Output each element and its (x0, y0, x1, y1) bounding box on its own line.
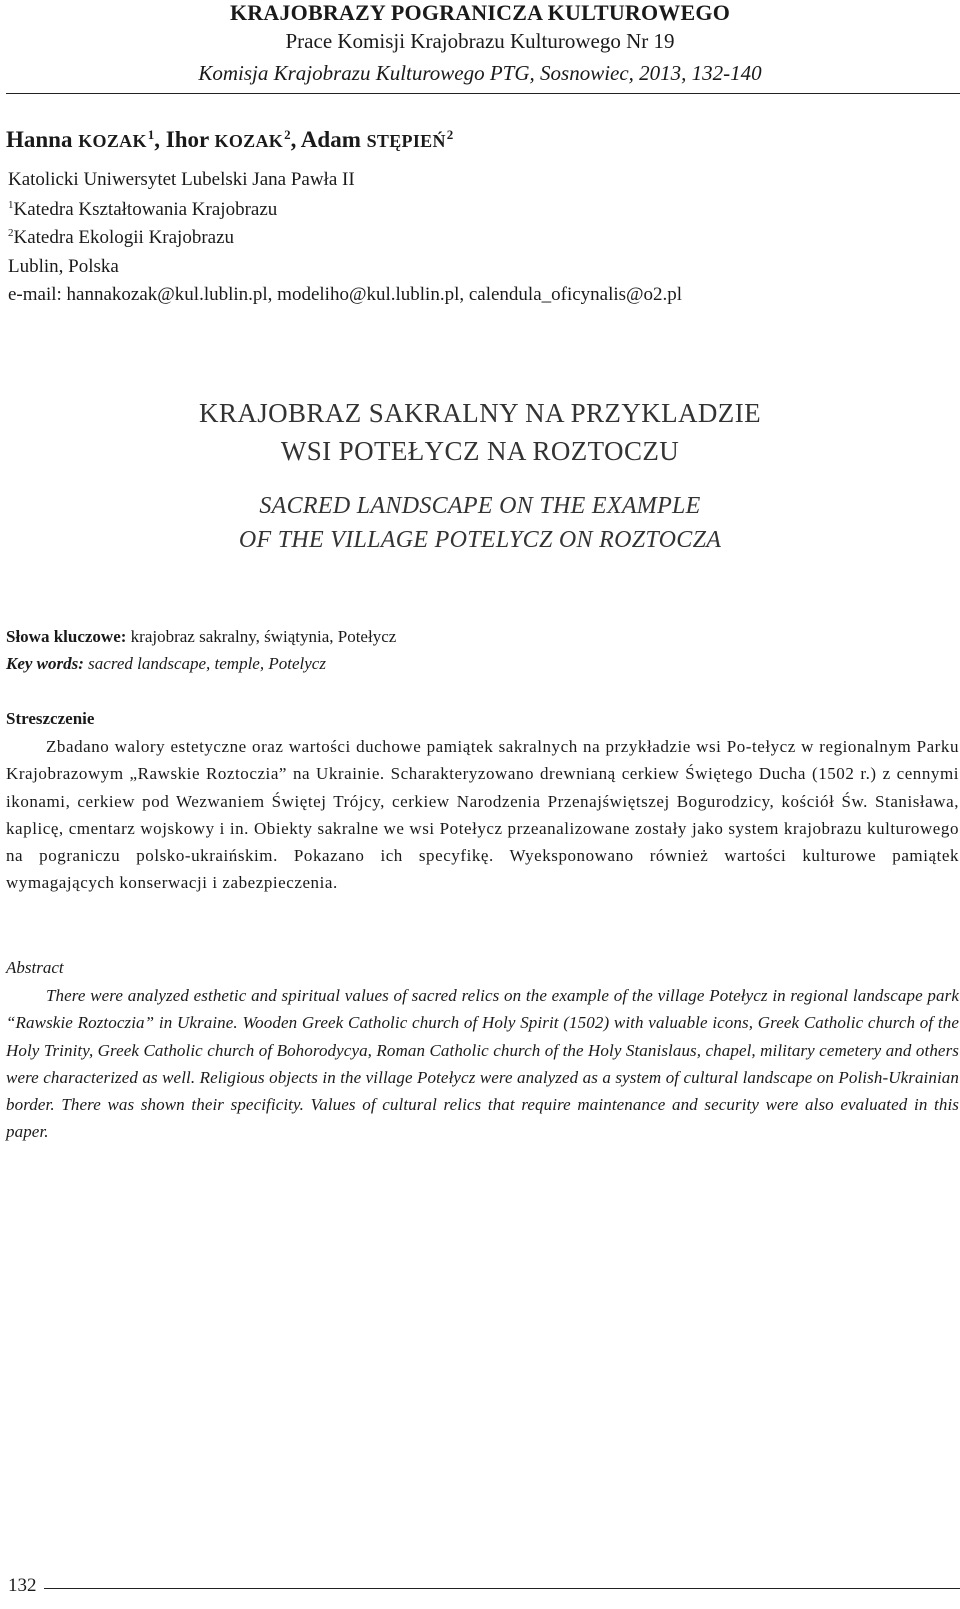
streszczenie-text: Zbadano walory estetyczne oraz wartości duchowe pamiątek sakralnych na przykładzie wsi Po-tełycz w regionalnym Parku Krajobrazowym „Rawskie Roztoczia” na Ukrainie. Scharakteryzowano drewnianą cerkiew Świętego Ducha (1502 r.) z cennymi ikonami, cerkiew pod Wezwaniem Świętej Trójcy, cerkiew Narodzenia Przenajświętszej Bogurodzicy, kościół Św. Stanisława, kaplicę, cmentarz wojskowy i in. Obiekty sakralne we wsi Potełycz przeanalizowane zostały jako system krajobrazu kulturowego na pograniczu polsko-ukraińskim. Pokazano ich specyfikę. Wyeksponowano również wartości kulturowe pamiątek wymagających konserwacji i zabezpieczenia. (6, 737, 959, 893)
author-1: Hanna KOZAK$^1$, (6, 127, 160, 152)
series-publisher: Komisja Krajobrazu Kulturowego PTG, Sosnowiec, 2013, 132-140 (198, 61, 762, 85)
header-rule (6, 93, 960, 94)
footer-rule (44, 1588, 960, 1589)
affiliation-city: Lublin, Polska (8, 256, 119, 277)
page-number: 132 (8, 1575, 37, 1596)
author-2: Ihor KOZAK$^2$, (165, 127, 297, 152)
title-pl-line-1: KRAJOBRAZ SAKRALNY NA PRZYKLADZIE (199, 398, 761, 428)
affiliation-dept-1: $^1$Katedra Kształtowania Krajobrazu (8, 199, 278, 220)
author-3: Adam STĘPIEŃ$^2$ (300, 127, 454, 152)
title-pl-line-2: WSI POTEŁYCZ NA ROZTOCZU (280, 436, 680, 466)
abstract-text: There were analyzed esthetic and spiritual values of sacred relics on the example of the village Potełycz in regional landscape park “Rawskie Roztoczia” in Ukraine. Wooden Greek Catholic church of Holy Spirit (1502) with valuable icons, Greek Catholic church of the Holy Trinity, Greek Catholic church of Bohorodycya, Roman Catholic church of the Holy Stanislaus, chapel, military cemetery and others were characterized as well. Religious objects in the village Potełycz were analyzed as a system of cultural landscape on Polish-Ukrainian border. There was shown their specificity. Values of cultural relics that require maintenance and security were also evaluated in this paper. (6, 986, 959, 1142)
series-title: KRAJOBRAZY POGRANICZA KULTUROWEGO (229, 0, 731, 25)
author-list (6, 127, 453, 153)
abstract-heading: Abstract (6, 958, 64, 977)
series-subtitle: Prace Komisji Krajobrazu Kulturowego Nr 19 (285, 29, 675, 53)
keywords-pl: Słowa kluczowe: krajobraz sakralny, świątynia, Potełycz (6, 627, 397, 646)
title-en-line-1: SACRED LANDSCAPE ON THE EXAMPLE (259, 493, 701, 519)
affiliation-dept-2: $^2$Katedra Ekologii Krajobrazu (8, 227, 235, 248)
affiliation-email: e-mail: hannakozak@kul.lublin.pl, modeliho@kul.lublin.pl, calendula_oficynalis@o2.pl (8, 284, 683, 305)
streszczenie-heading: Streszczenie (6, 709, 95, 728)
title-en-line-2: OF THE VILLAGE POTELYCZ ON ROZTOCZA (238, 527, 722, 553)
affiliation-university: Katolicki Uniwersytet Lubelski Jana Pawła II (8, 169, 355, 190)
keywords-en: Key words: sacred landscape, temple, Potelycz (6, 654, 326, 673)
